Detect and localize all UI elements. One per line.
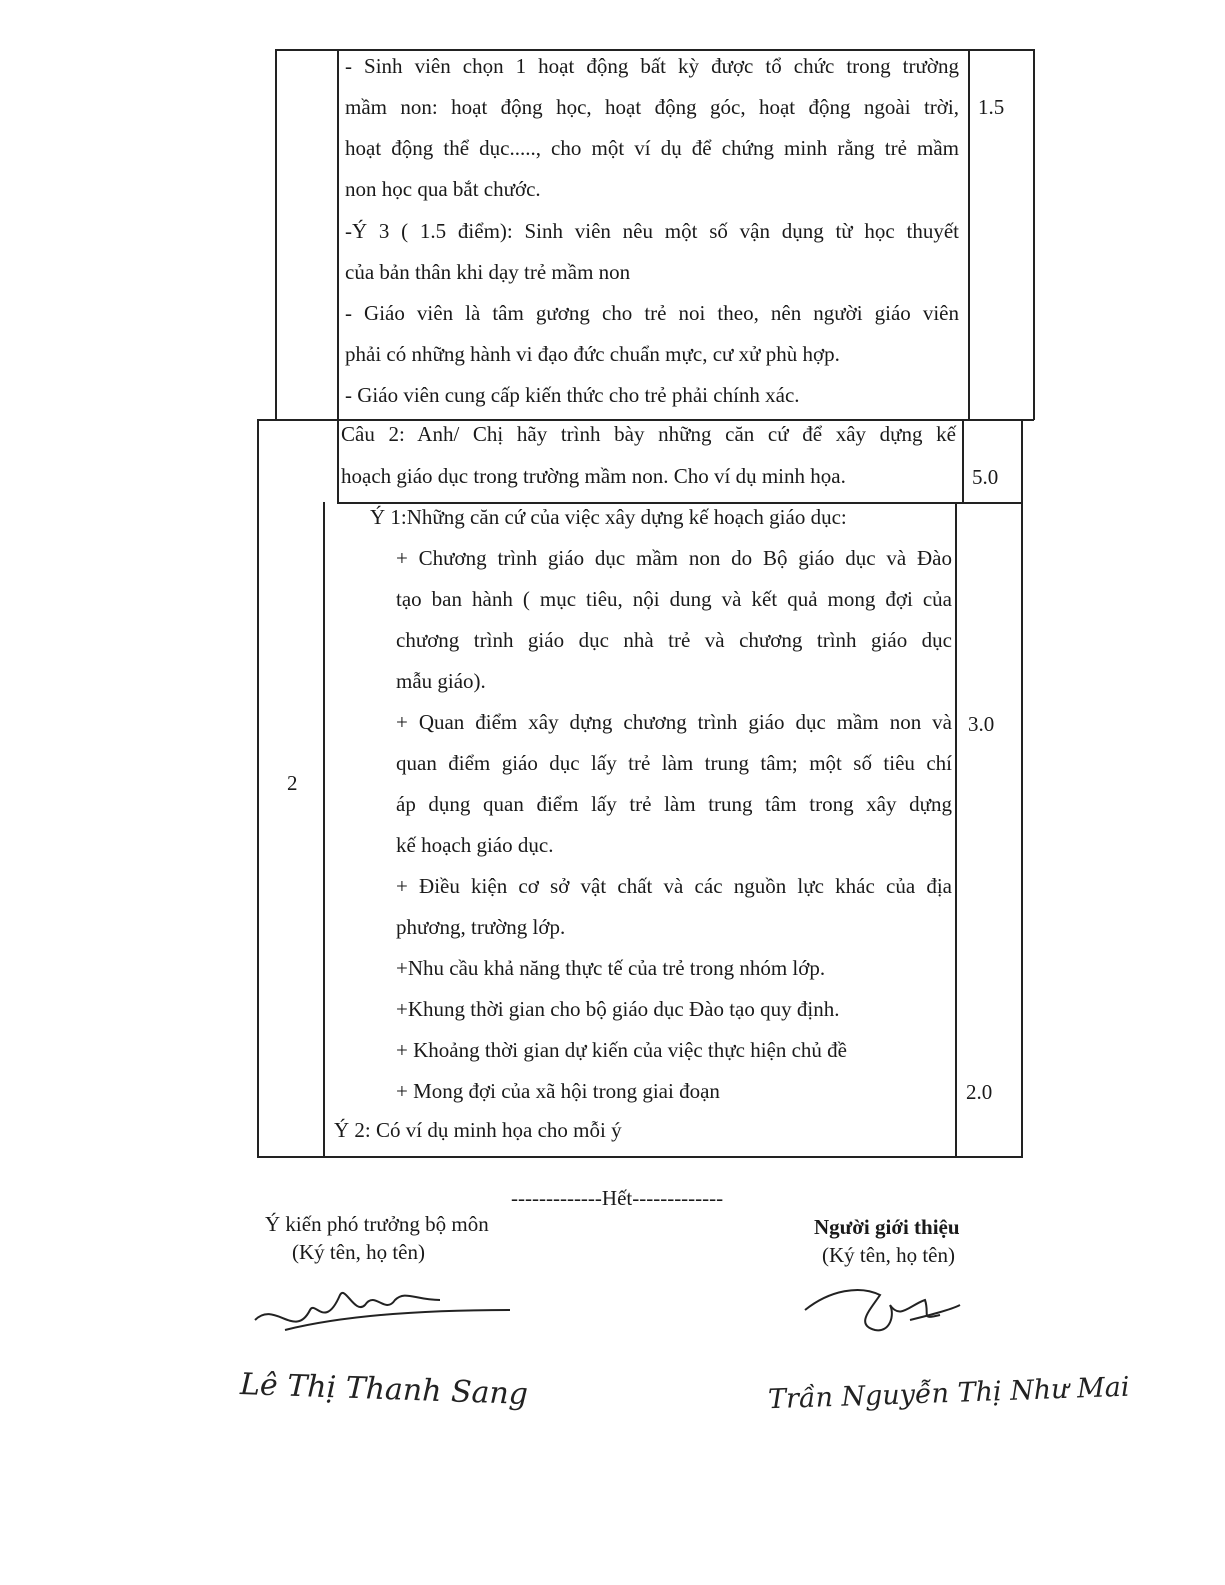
col-divider-1-lower [323, 502, 325, 1157]
criterion-line: + Mong đợi của xã hội trong giai đoạn [396, 1079, 720, 1103]
row1-line: hoạt động thể dục....., cho một ví dụ để chứng minh rằng trẻ mầm [345, 136, 959, 160]
row1-line: phải có những hành vi đạo đức chuẩn mực, cư xử phù hợp. [345, 342, 840, 366]
criterion-line: chương trình giáo dục nhà trẻ và chương trình giáo dục [396, 628, 952, 652]
signature-left-title: Ý kiến phó trưởng bộ môn [265, 1212, 489, 1236]
row1-score: 1.5 [978, 95, 1005, 119]
row1-line: -Ý 3 ( 1.5 điểm): Sinh viên nêu một số vận dụng từ học thuyết [345, 219, 959, 243]
row1-line: - Giáo viên là tâm gương cho trẻ noi theo, nên người giáo viên [345, 301, 959, 325]
row3-footer: Ý 2: Có ví dụ minh họa cho mỗi ý [334, 1118, 622, 1142]
criterion-line: mẫu giáo). [396, 669, 486, 693]
row1-line: - Sinh viên chọn 1 hoạt động bất kỳ được tổ chức trong trường [345, 54, 959, 78]
row3-score-1: 3.0 [968, 712, 995, 736]
signature-right-subtitle: (Ký tên, họ tên) [822, 1243, 955, 1267]
col-divider-2 [968, 49, 970, 420]
criterion-line: + Điều kiện cơ sở vật chất và các nguồn lực khác của địa [396, 874, 952, 898]
row2-score: 5.0 [972, 465, 999, 489]
criterion-line: kế hoạch giáo dục. [396, 833, 554, 857]
question-line: hoạch giáo dục trong trường mầm non. Cho ví dụ minh họa. [341, 464, 846, 488]
question-line: Câu 2: Anh/ Chị hãy trình bày những căn cứ để xây dựng kế [341, 422, 956, 446]
criterion-line: + Khoảng thời gian dự kiến của việc thực hiện chủ đề [396, 1038, 847, 1062]
col-divider-2-lower [955, 502, 957, 1157]
row1-line: non học qua bắt chước. [345, 177, 541, 201]
col-divider-1 [337, 49, 339, 503]
table-border-left-lower [257, 419, 259, 1158]
row3-score-2: 2.0 [966, 1080, 993, 1104]
criterion-line: + Chương trình giáo dục mầm non do Bộ giáo dục và Đào [396, 546, 952, 570]
row3-number: 2 [287, 771, 298, 795]
end-marker: -------------Hết------------- [511, 1186, 724, 1210]
signature-left-scribble [245, 1270, 525, 1350]
row1-line: - Giáo viên cung cấp kiến thức cho trẻ phải chính xác. [345, 383, 800, 407]
criterion-line: +Khung thời gian cho bộ giáo dục Đào tạo quy định. [396, 997, 840, 1021]
criterion-line: tạo ban hành ( mục tiêu, nội dung và kết quả mong đợi của [396, 587, 952, 611]
table-border-bottom [257, 1156, 1023, 1158]
table-border-right-lower [1021, 419, 1023, 1158]
table-border-right [1033, 49, 1035, 420]
signature-right-scribble [800, 1275, 980, 1355]
criterion-line: quan điểm giáo dục lấy trẻ làm trung tâm; một số tiêu chí [396, 751, 952, 775]
criterion-line: áp dụng quan điểm lấy trẻ làm trung tâm trong xây dựng [396, 792, 952, 816]
col-divider-2-mid [962, 419, 964, 503]
signature-left-name: Lê Thị Thanh Sang [239, 1366, 529, 1413]
criterion-line: +Nhu cầu khả năng thực tế của trẻ trong nhóm lớp. [396, 956, 826, 980]
row3-heading: Ý 1:Những căn cứ của việc xây dựng kế hoạch giáo dục: [370, 505, 847, 529]
signature-right-name: Trần Nguyễn Thị Như Mai [767, 1371, 1130, 1416]
row1-line: mầm non: hoạt động học, hoạt động góc, hoạt động ngoài trời, [345, 95, 959, 119]
criterion-line: phương, trường lớp. [396, 915, 566, 939]
row1-line: của bản thân khi dạy trẻ mầm non [345, 260, 631, 284]
signature-right-title: Người giới thiệu [814, 1215, 960, 1239]
signature-left-subtitle: (Ký tên, họ tên) [292, 1240, 425, 1264]
criterion-line: + Quan điểm xây dựng chương trình giáo dục mầm non và [396, 710, 952, 734]
table-border-left [275, 49, 277, 420]
